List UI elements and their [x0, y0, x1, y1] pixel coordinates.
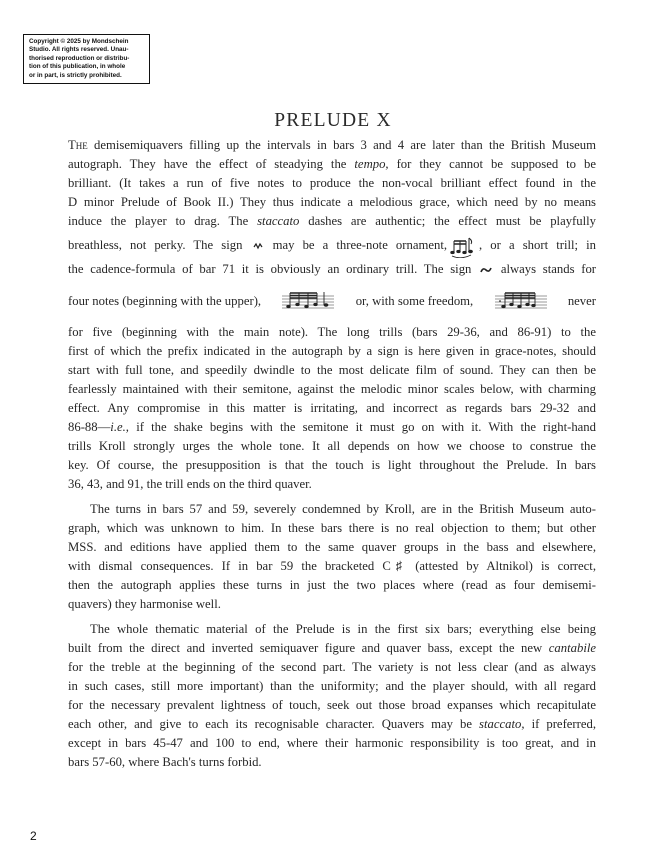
text-line: key. Of course, the presupposition is that the touch is light throughout the Prelude. In bars: [68, 458, 596, 472]
text-line: The whole thematic material of the Prelude is in the first six bars; everything else being: [90, 622, 596, 636]
text-line: fearlessly maintained with their semitone, against the melodic minor scales below, with charming: [68, 382, 596, 396]
text-line: 36, 43, and 91, the trill ends on the third quaver.: [68, 477, 312, 491]
copyright-notice: [23, 34, 150, 84]
four-note-ornament-icon: [282, 288, 334, 314]
text-line: 86-88—i.e., if the shake begins with the semitone it must go on with it. With the right-hand: [68, 420, 596, 434]
text-line: brilliant. (It takes a run of five notes to produce the non-vocal brilliant effect found in the: [68, 176, 596, 190]
text-line: for the necessary prevalent lightness of touch, seek out those broad expanses which recapitulate: [68, 698, 596, 712]
paragraph-2: [68, 500, 596, 614]
text-line: The demisemiquavers filling up the intervals in bars 3 and 4 are later than the British Museum: [68, 138, 596, 152]
text-line: The turns in bars 57 and 59, severely condemned by Kroll, are in the British Museum auto-: [90, 502, 596, 516]
free-ornament-icon: [495, 288, 547, 314]
text-line: autograph. They have the effect of steadying the tempo, for they cannot be supposed to be: [68, 157, 596, 171]
paragraph-1: [68, 136, 596, 494]
copyright-line: Copyright © 2025 by Mondschein: [29, 38, 129, 45]
text-line: in such cases, still more important) than the uniformity; and the player should, with all regard: [68, 679, 596, 693]
text-line: effect. Any compromise in this matter is irritating, and incorrect as regards bars 29-32 and: [68, 401, 596, 415]
text-line: induce the player to drag. The staccato dashes are authentic; the effect must be playfully: [68, 214, 597, 228]
text-line: except in bars 45-47 and 100 to end, where their harmonic responsibility is too great, and in: [68, 736, 596, 750]
text-line: quavers) they harmonise well.: [68, 597, 221, 611]
text-line: then the autograph applies these turns in just the two places where (read as four demisemi-: [68, 578, 596, 592]
mordent-sign-icon: [253, 242, 263, 250]
copyright-line: tion of this publication, in whole: [29, 63, 126, 71]
text-line: each other, and give to each its recognisable character. Quavers may be staccato, if preferred,: [68, 717, 597, 731]
article-body: [68, 136, 596, 772]
copyright-line: or in part, is strictly prohibited.: [29, 71, 122, 79]
text-line: the cadence-formula of bar 71 it is obviously an ordinary trill. The sign always stands for: [68, 262, 597, 276]
paragraph-3: [68, 620, 596, 772]
text-line: with dismal consequences. If in bar 59 the bracketed C♯ (attested by Altnikol) is correct,: [68, 559, 596, 573]
copyright-line: thorised reproduction or distribu-: [29, 54, 130, 62]
text-line: start with full tone, and speedily dwindle to the most delicate film of sound. They can then be: [68, 363, 596, 377]
text-line: trills Kroll strongly urges the whole tone. It all depends on how we choose to construe the: [68, 439, 596, 453]
drop-word: The: [68, 138, 88, 152]
text-line: for the treble at the beginning of the second part. The variety is not less clear (and as always: [68, 660, 596, 674]
three-note-ornament-icon: [449, 234, 477, 258]
text-line: MSS. and editions have applied them to the same quaver groups in the bass and elsewhere,: [68, 540, 596, 554]
text-line: built from the direct and inverted semiquaver figure and quaver bass, except the new cantabile: [68, 641, 597, 655]
text-line: graph, which was unknown to him. In these bars there is no real objection to them; but other: [68, 521, 596, 535]
text-line: D minor Prelude of Book II.) They thus indicate a melodious grace, which need by no means: [68, 195, 596, 209]
text-line: breathless, not perky. The sign may be a three-note ornament, , or a short trill; in: [68, 231, 596, 260]
text-line: bars 57-60, where Bach's turns forbid.: [68, 755, 262, 769]
text-line: for five (beginning with the main note). The long trills (bars 29-36, and 86-91) to the: [68, 325, 596, 339]
text-line: first of which the prefix indicated in the autograph by a sign is here given in grace-notes, should: [68, 344, 596, 358]
copyright-line: Studio. All rights reserved. Unau-: [29, 46, 129, 54]
text-line: four notes (beginning with the upper), or, with some freedom, never: [68, 279, 596, 323]
page-title: PRELUDE X: [274, 110, 392, 131]
page-number: 2: [30, 829, 37, 843]
trill-sign-icon: [480, 266, 492, 274]
